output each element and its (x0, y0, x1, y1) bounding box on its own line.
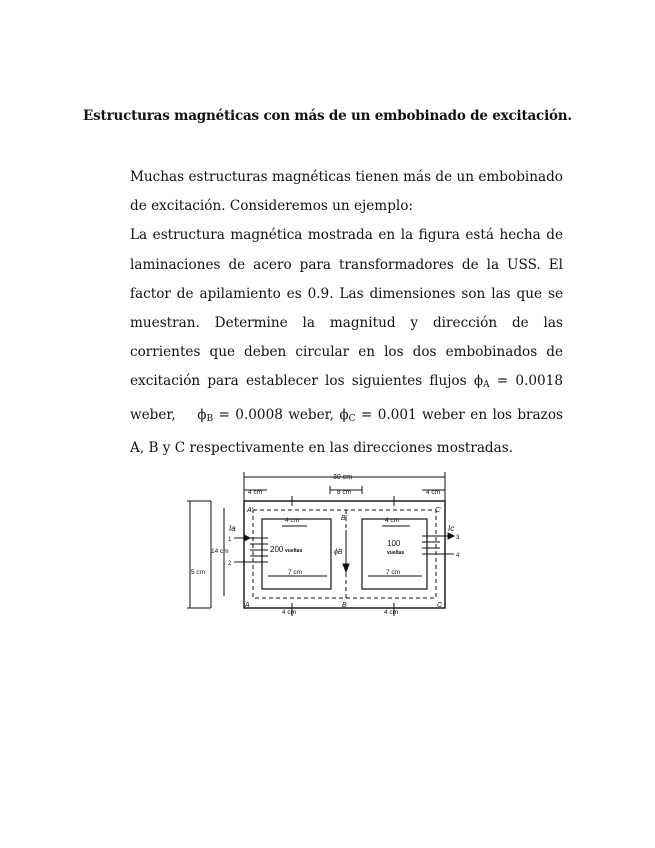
problem-text-end: weber en los brazos A, B y C respectivamente en las direcciones mostradas. (130, 406, 563, 456)
paragraph-problem (130, 221, 563, 463)
point-a-top: A' (247, 507, 254, 514)
current-ic-label: Ic (448, 524, 455, 533)
terminal-2: 2 (228, 561, 232, 567)
terminal-1: 1 (228, 537, 232, 543)
terminal-3: 3 (456, 535, 460, 541)
body-text (130, 163, 563, 463)
coil-left-turns: 200 (270, 545, 284, 554)
dim-height-inner: 14 cm (211, 548, 229, 555)
flux-a-value: = 0.0018 weber, (130, 373, 563, 423)
flux-phi-c: ϕ (339, 406, 349, 423)
dim-top-right-inner: 4 cm (385, 517, 400, 524)
dim-right-arm: 4 cm (426, 489, 441, 496)
point-c-bottom: C (437, 602, 443, 609)
page-title: Estructuras magnéticas con más de un embobinado de excitación. (83, 108, 572, 124)
point-b-top: B' (341, 515, 348, 522)
flux-b-label: ϕB (334, 549, 343, 556)
paragraph-intro: Muchas estructuras magnéticas tienen más de un embobinado de excitación. Consideremos un ejemplo: (130, 169, 563, 215)
point-a-bottom: A (245, 602, 250, 609)
dim-window-left: 7 cm (288, 569, 303, 576)
dim-center-arm: 8 cm (337, 489, 352, 496)
flux-a-sub: A (483, 380, 490, 391)
current-ia-label: Ia (229, 524, 236, 533)
dim-top-left-inner: 4 cm (285, 517, 300, 524)
coil-right-unit: vueltas (387, 550, 405, 556)
coil-right-turns: 100 (387, 539, 401, 548)
coil-left-unit: vueltas (285, 548, 303, 554)
dim-bottom-right: 4 cm (384, 609, 399, 616)
dim-bottom-left: 4 cm (282, 609, 297, 616)
flux-c-value: = 0.001 (355, 406, 417, 423)
dim-height-outer: 5 cm (191, 569, 206, 576)
dim-left-arm: 4 cm (248, 489, 263, 496)
point-c-top: C' (435, 507, 442, 514)
point-b-bottom: B (342, 602, 347, 609)
dim-total-width: 30 cm (333, 474, 353, 481)
flux-c-sub: C (348, 413, 356, 424)
flux-b-sub: B (206, 413, 214, 424)
dim-window-right: 7 cm (386, 569, 401, 576)
flux-phi-a: ϕ (473, 373, 484, 390)
flux-b-value: = 0.0008 weber, (213, 406, 340, 423)
problem-text: La estructura magnética mostrada en la figura está hecha de laminaciones de acero para transformadores de la USS. El factor de apilamiento es 0.9. Las dimensiones son las que se muestran. Determine la magnitud y dirección de las corrientes que deben circular en los dos embobinados de excitación para establecer los siguientes flujos (130, 227, 563, 390)
terminal-4: 4 (456, 553, 460, 559)
magnetic-structure-figure (182, 468, 472, 618)
flux-phi-b: ϕ (197, 406, 207, 423)
